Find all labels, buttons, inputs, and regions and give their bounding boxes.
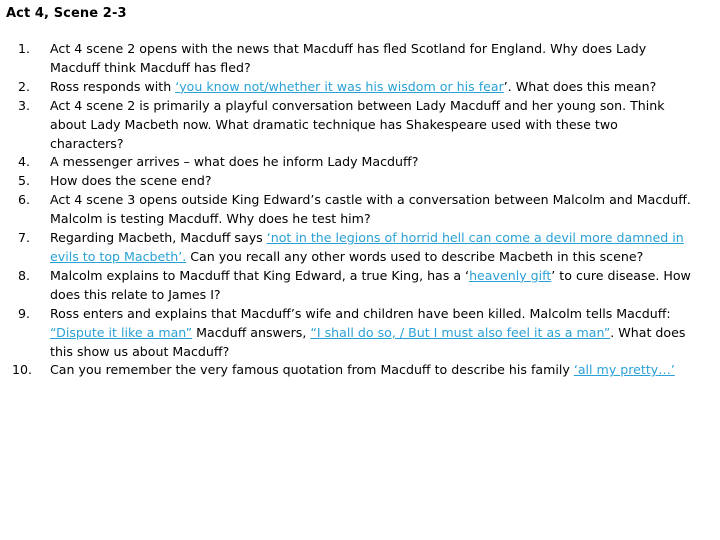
question-text: Can you recall any other words used to describe Macbeth in this scene? xyxy=(186,248,644,264)
question-text: How does the scene end? xyxy=(50,173,212,189)
question-text: Malcolm explains to Macduff that King Edward, a true King, has a ‘ xyxy=(50,267,470,283)
question-text: Can you remember the very famous quotation from Macduff to describe his family xyxy=(50,362,574,378)
quote-highlight: “Dispute it like a man” xyxy=(50,324,193,340)
quote-highlight: ‘not in the legions of horrid hell can come a devil more damned in evils to top Macbeth’. xyxy=(50,230,684,264)
item-number: 4. xyxy=(18,154,31,170)
quote-highlight: ‘you know not/whether it was his wisdom or his fear xyxy=(175,78,504,94)
list-item xyxy=(18,97,694,154)
question-text: A messenger arrives – what does he inform Lady Macduff? xyxy=(50,154,419,170)
item-number: 1. xyxy=(18,41,31,56)
list-item xyxy=(12,361,694,380)
question-text: Ross enters and explains that Macduff’s wife and children have been killed. Malcolm tells Macduff: xyxy=(50,305,671,321)
question-text: ’ to cure disease. How does this relate to James I? xyxy=(50,267,691,302)
list-item xyxy=(18,153,694,172)
question-text: Act 4 scene 3 opens outside King Edward’s castle with a conversation between Malcolm and Macduff. Malcolm is testing Macduff. Why does he test him? xyxy=(50,192,691,227)
list-item xyxy=(18,305,694,362)
question-text: . What does this show us about Macduff? xyxy=(50,324,686,359)
page-title: Act 4, Scene 2-3 xyxy=(6,6,127,21)
list-item xyxy=(18,40,694,78)
question-text: Act 4 scene 2 is primarily a playful conversation between Lady Macduff and her young son. Think about Lady Macbeth now. What dramatic technique has Shakespeare used with these two characters? xyxy=(50,97,665,151)
quote-highlight: ‘all my pretty…’ xyxy=(573,362,675,378)
item-number: 7. xyxy=(18,230,31,246)
question-text: Act 4 scene 2 opens with the news that Macduff has fled Scotland for England. Why does Lady Macduff think Macduff has fled? xyxy=(50,41,647,75)
item-number: 10. xyxy=(12,362,33,378)
quote-highlight: heavenly gift xyxy=(469,267,552,283)
item-number: 2. xyxy=(18,78,31,94)
question-text: Regarding Macbeth, Macduff says xyxy=(50,230,267,246)
quote-highlight: “I shall do so, / But I must also feel it as a man” xyxy=(310,324,611,340)
item-number: 9. xyxy=(18,305,31,321)
item-number: 6. xyxy=(18,192,31,208)
question-text: Ross responds with xyxy=(50,78,176,94)
list-item xyxy=(18,78,694,97)
list-item xyxy=(18,229,694,267)
item-number: 5. xyxy=(18,173,31,189)
list-item xyxy=(18,172,694,191)
list-item xyxy=(18,267,694,305)
list-item xyxy=(18,191,694,229)
item-number: 8. xyxy=(18,267,31,283)
question-list xyxy=(12,40,694,380)
question-text: Macduff answers, xyxy=(192,324,311,340)
question-text: ’. What does this mean? xyxy=(503,78,657,94)
item-number: 3. xyxy=(18,97,31,113)
